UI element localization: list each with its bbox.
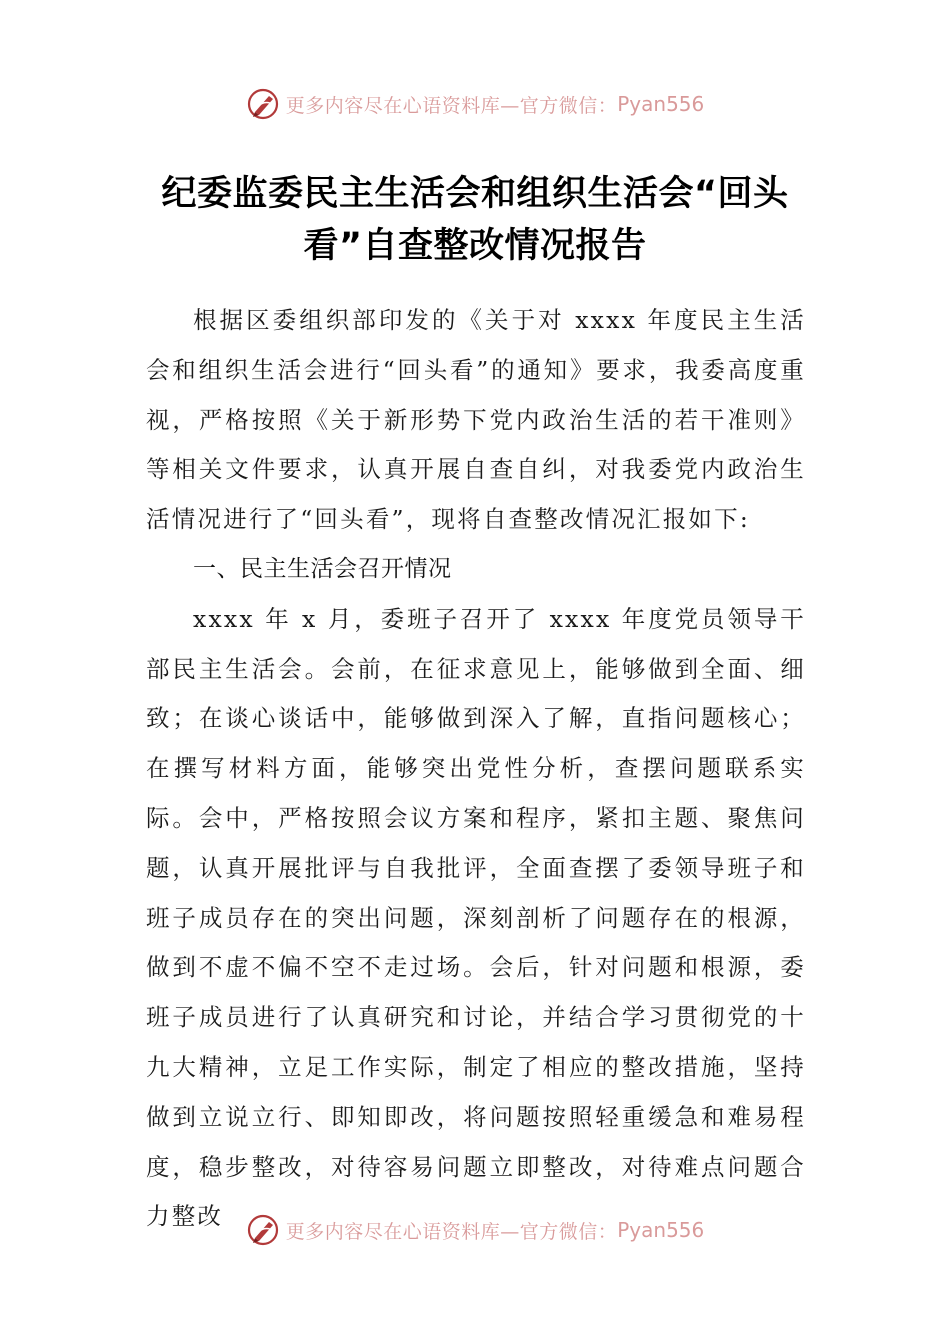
- watermark-text: 更多内容尽在心语资料库—官方微信：: [285, 94, 618, 117]
- watermark-banner-top: [0, 84, 950, 124]
- watermark-text: 更多内容尽在心语资料库—官方微信：: [285, 1220, 618, 1243]
- pen-logo-icon: [246, 87, 280, 121]
- section-heading-1: 一、民主生活会召开情况: [193, 555, 452, 582]
- intro-paragraph: 根据区委组织部印发的《关于对 xxxx 年度民主生活会和组织生活会进行“回头看”的通知》要求，我委高度重视，严格按照《关于新形势下党内政治生活的若干准则》等相关文件要求，认真开展自查自纠，对我委党内政治生活情况进行了“回头看”，现将自查整改情况汇报如下:: [146, 306, 806, 534]
- pen-logo-icon: [246, 1213, 280, 1247]
- section-1-paragraph: xxxx 年 x 月，委班子召开了 xxxx 年度党员领导干部民主生活会。会前，在征求意见上，能够做到全面、细致；在谈心谈话中，能够做到深入了解，直指问题核心；在撰写材料方面，能够突出党性分析，查摆问题联系实际。会中，严格按照会议方案和程序，紧扣主题、聚焦问题，认真开展批评与自我批评，全面查摆了委领导班子和班子成员存在的突出问题，深刻剖析了问题存在的根源，做到不虚不偏不空不走过场。会后，针对问题和根源，委班子成员进行了认真研究和讨论，并结合学习贯彻党的十九大精神，立足工作实际，制定了相应的整改措施，坚持做到立说立行、即知即改，将问题按照轻重缓急和难易程度，稳步整改，对待容易问题立即整改，对待难点问题合力整改: [146, 604, 806, 1231]
- document-body: [146, 296, 806, 1242]
- watermark-wechat-id: Pyan556: [617, 1218, 705, 1242]
- watermark-wechat-id: Pyan556: [617, 92, 705, 116]
- watermark-banner-bottom: [0, 1210, 950, 1250]
- document-title: 纪委监委民主生活会和组织生活会“回头看”自查整改情况报告: [161, 174, 789, 266]
